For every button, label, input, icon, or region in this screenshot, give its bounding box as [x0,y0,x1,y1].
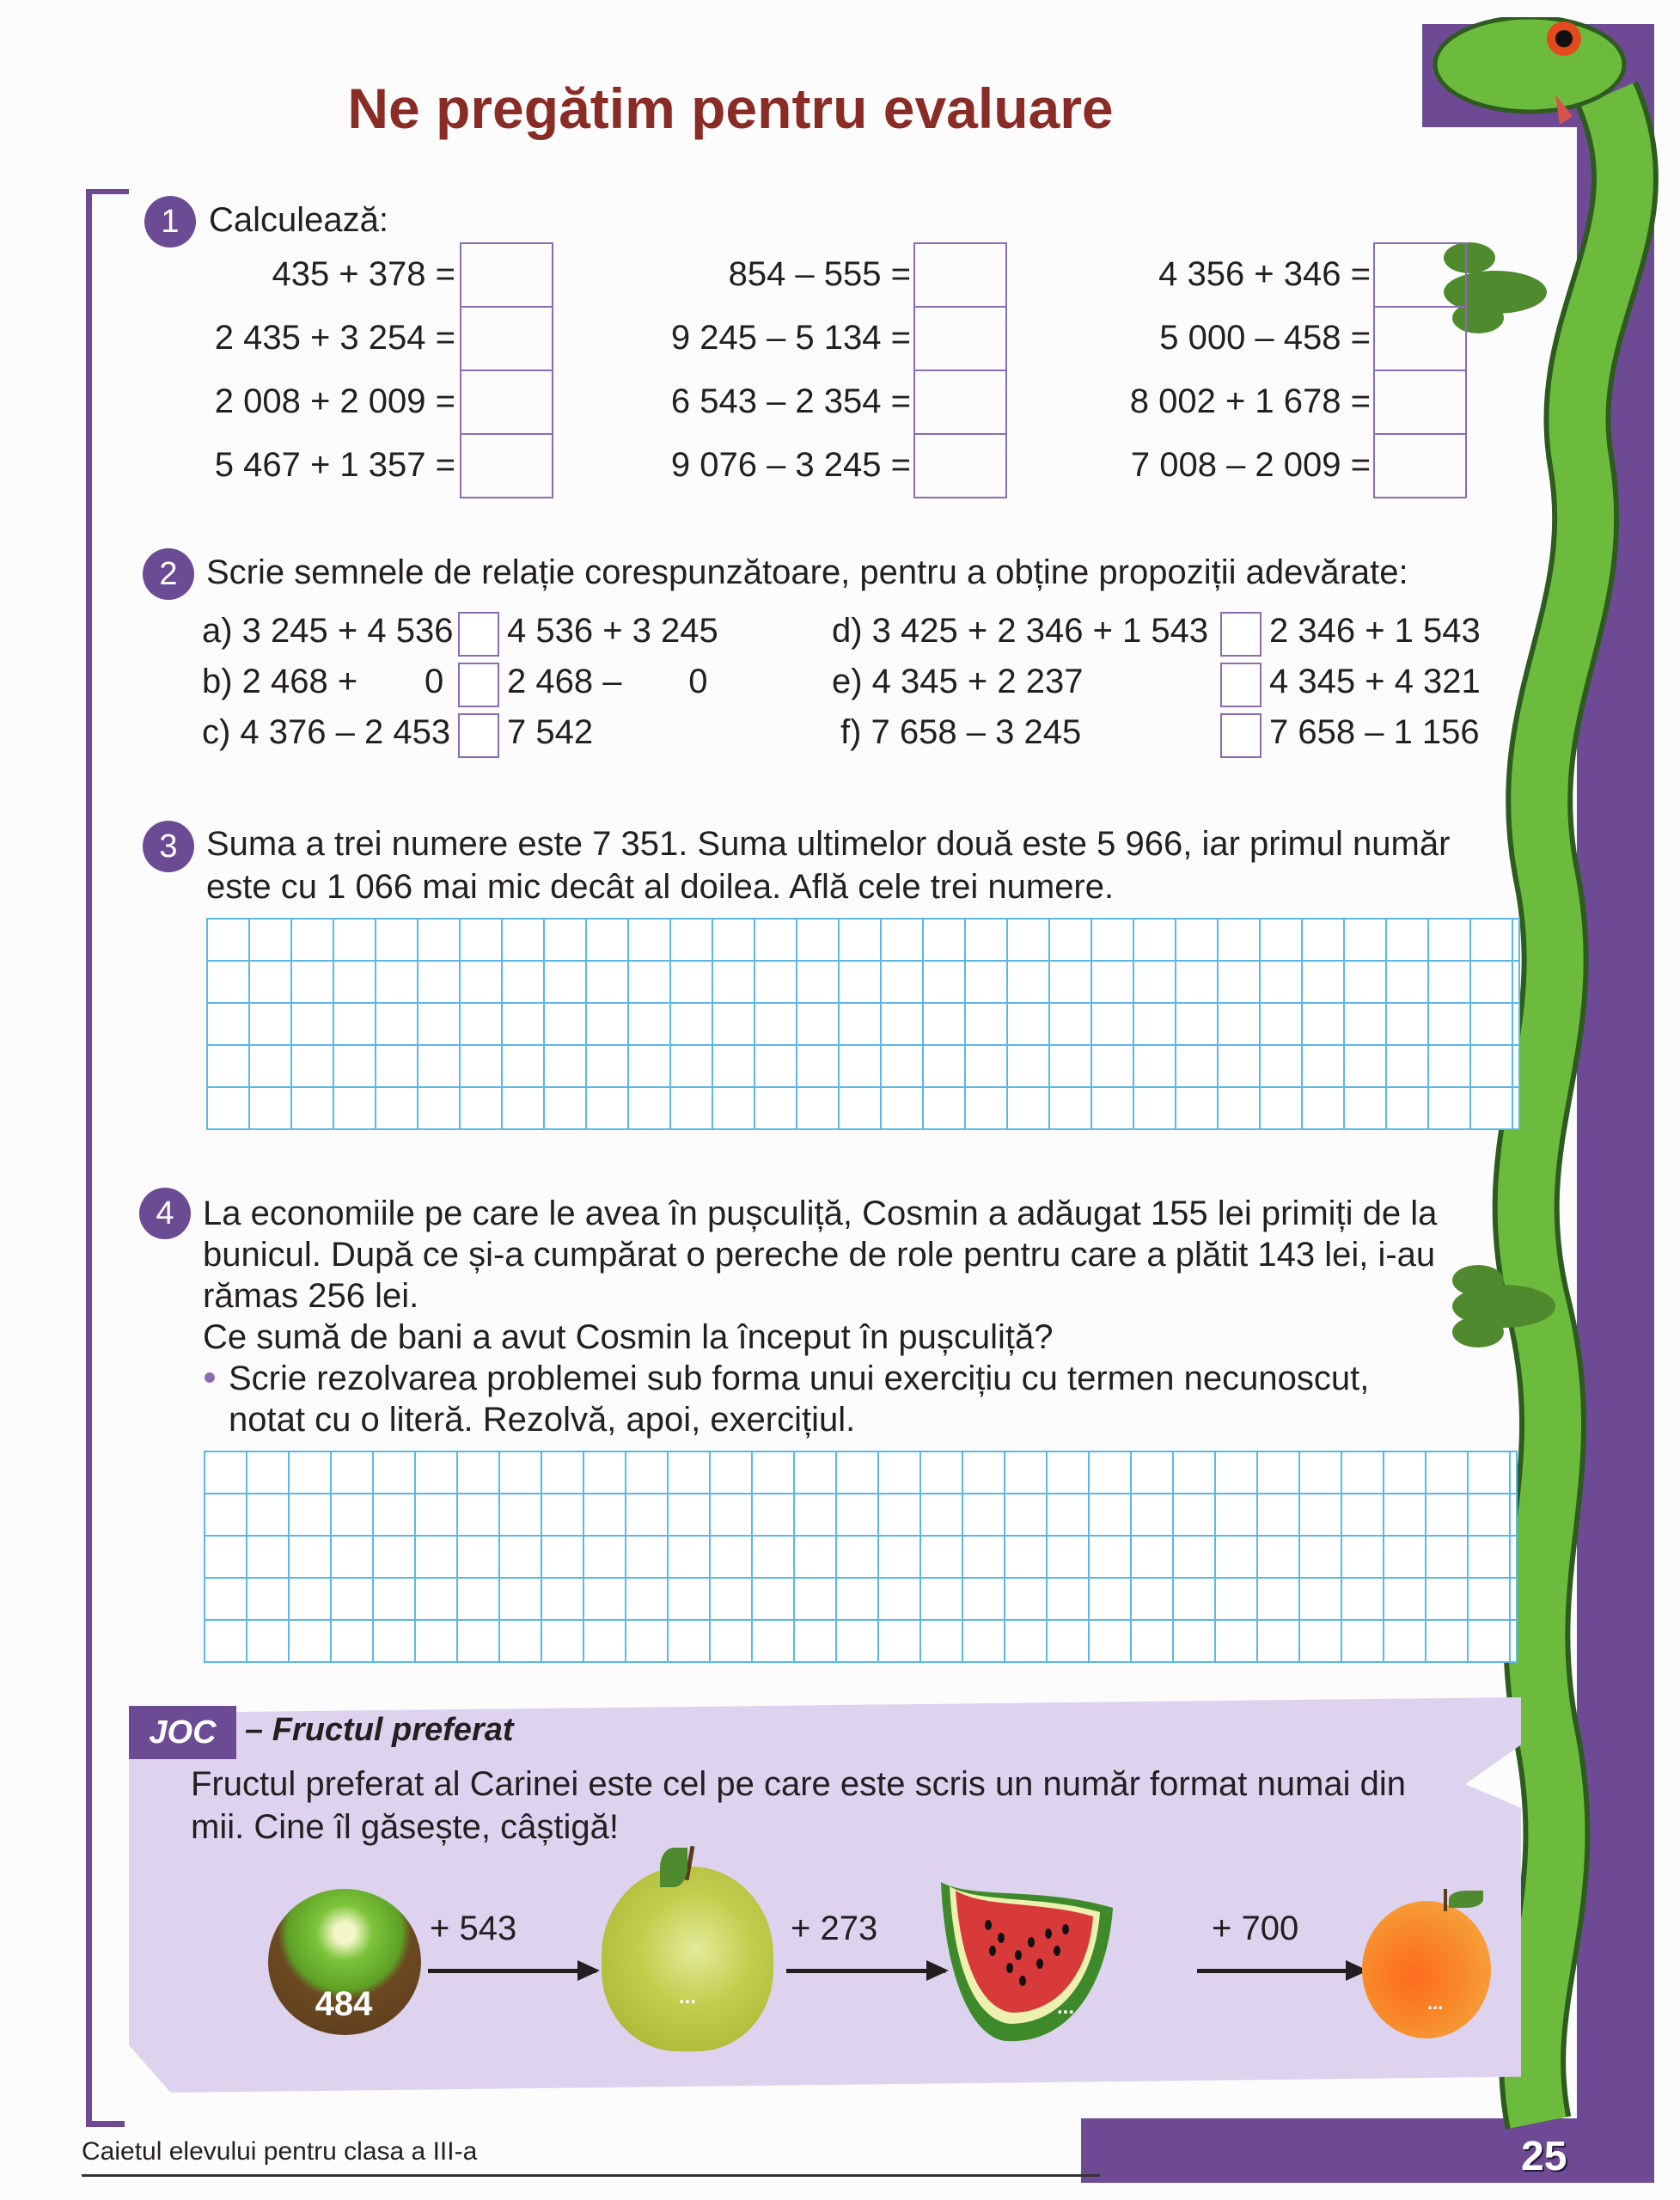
relation-right: 7 658 – 1 156 [1269,713,1480,751]
kiwi-value: 484 [315,1985,373,2023]
exercise-3-answer-grid[interactable] [206,918,1520,1130]
exercise-4-question: Ce sumă de bani a avut Cosmin la început în pușculiță? [203,1318,1054,1356]
answer-box[interactable] [915,435,1005,497]
answer-column-2 [913,242,1007,498]
relation-left: a) 3 245 + 4 536 [202,612,454,650]
footer-divider [82,2174,1100,2177]
exercise-3-text-line1: Suma a trei numere este 7 351. Suma ultimelor două este 5 966, iar primul număr [206,825,1451,863]
answer-column-1 [460,242,553,498]
answer-box[interactable] [461,435,552,497]
lizard-pupil [1555,30,1573,47]
relation-sign-box[interactable] [458,713,499,758]
game-text-line1: Fructul preferat al Carinei este cel pe care este scris un număr format numai din [191,1765,1406,1803]
section-bracket-bottom [86,2121,125,2127]
calc-row: 9 245 – 5 134 = [670,318,911,357]
relation-left: d) 3 425 + 2 346 + 1 543 [832,612,1209,650]
exercise-3-badge: 3 [143,821,194,872]
exercise-1-badge: 1 [144,196,196,248]
page-number: 25 [1521,2134,1567,2179]
watermelon-value: ... [1056,1995,1074,2019]
calc-row: 854 – 555 = [728,254,911,293]
relation-sign-box[interactable] [458,612,499,657]
relation-left: b) 2 468 + 0 [202,663,444,700]
peach-stem-icon [1444,1889,1447,1911]
arrow-icon [428,1969,596,1973]
arrow-icon [1197,1969,1365,1973]
answer-box[interactable] [915,308,1005,371]
calc-row: 6 543 – 2 354 = [670,382,911,420]
operation-label: + 273 [791,1910,878,1947]
relation-left: f) 7 658 – 3 245 [840,713,1082,751]
answer-box[interactable] [461,244,552,308]
page-title: Ne pregătim pentru evaluare [347,76,1114,140]
section-bracket [86,189,92,2127]
game-tag: JOC [129,1706,236,1759]
game-title: – Fructul preferat [245,1712,514,1748]
answer-box[interactable] [1375,371,1465,435]
relation-left: e) 4 345 + 2 237 [832,663,1084,700]
exercise-4-answer-grid[interactable] [204,1451,1518,1663]
calc-column-3 [1074,242,1371,497]
answer-box[interactable] [461,371,552,435]
game-text-line2: mii. Cine îl găsește, câștigă! [191,1808,619,1846]
exercise-4-instruction-line1: Scrie rezolvarea problemei sub forma unui exercițiu cu termen necunoscut, [229,1360,1370,1397]
peach-leaf-icon [1449,1891,1483,1908]
section-bracket-top [86,189,129,194]
operation-label: + 543 [430,1910,517,1947]
relation-right: 4 536 + 3 245 [507,612,718,650]
relation-sign-box[interactable] [1220,663,1262,707]
exercise-2-title: Scrie semnele de relație corespunzătoare, pentru a obține propoziții adevărate: [206,553,1408,591]
relation-right: 2 468 – 0 [507,663,708,700]
exercise-4-text-line1: La economiile pe care le avea în pușculiță, Cosmin a adăugat 155 lei primiți de la [203,1195,1438,1232]
calc-row: 8 002 + 1 678 = [1129,382,1371,420]
footer-book-title: Caietul elevului pentru clasa a III-a [82,2137,478,2166]
exercise-4-badge: 4 [139,1188,191,1239]
arrow-icon [786,1969,945,1973]
answer-box[interactable] [1375,244,1465,308]
calc-column-2 [619,242,911,497]
exercise-4-instruction-line2: notat cu o literă. Rezolvă, apoi, exercițiul. [229,1401,856,1439]
calc-row: 7 008 – 2 009 = [1130,445,1371,484]
apple-value: ... [678,1985,696,2008]
answer-box[interactable] [1375,435,1465,497]
calc-row: 9 076 – 3 245 = [670,445,911,484]
calc-row: 5 000 – 458 = [1159,318,1371,357]
answer-box[interactable] [915,371,1005,435]
exercise-2-badge: 2 [143,548,194,600]
relation-right: 4 345 + 4 321 [1269,663,1481,700]
peach-value: ... [1426,1992,1444,2014]
exercise-3-text-line2: este cu 1 066 mai mic decât al doilea. Află cele trei numere. [206,868,1115,906]
exercise-1-title: Calculează: [209,201,389,239]
calc-row: 435 + 378 = [272,254,455,293]
relation-sign-box[interactable] [1220,612,1262,657]
lizard-head [1435,17,1624,112]
calc-row: 2 435 + 3 254 = [214,318,455,357]
watermelon-fruit [937,1873,1117,2054]
answer-box[interactable] [1375,308,1465,371]
calc-row: 4 356 + 346 = [1158,254,1371,293]
calc-column-1 [155,242,455,497]
peach-fruit [1362,1901,1491,2038]
exercise-4-text-line3: rămas 256 lei. [203,1277,419,1315]
relation-right: 2 346 + 1 543 [1269,612,1481,650]
bullet-icon [205,1372,215,1383]
relation-right: 7 542 [507,713,594,751]
calc-row: 2 008 + 2 009 = [214,382,455,420]
apple-fruit [602,1867,773,2051]
relation-sign-box[interactable] [1220,713,1262,758]
relation-left: c) 4 376 – 2 453 [202,713,451,751]
operation-label: + 700 [1212,1910,1299,1947]
relation-sign-box[interactable] [458,663,499,707]
answer-box[interactable] [915,244,1005,308]
calc-row: 5 467 + 1 357 = [214,445,455,484]
exercise-4-text-line2: bunicul. După ce și-a cumpărat o pereche de role pentru care a plătit 143 lei, i-au [203,1236,1436,1274]
answer-box[interactable] [461,308,552,371]
apple-leaf-icon [660,1848,687,1887]
answer-column-3 [1373,242,1467,498]
